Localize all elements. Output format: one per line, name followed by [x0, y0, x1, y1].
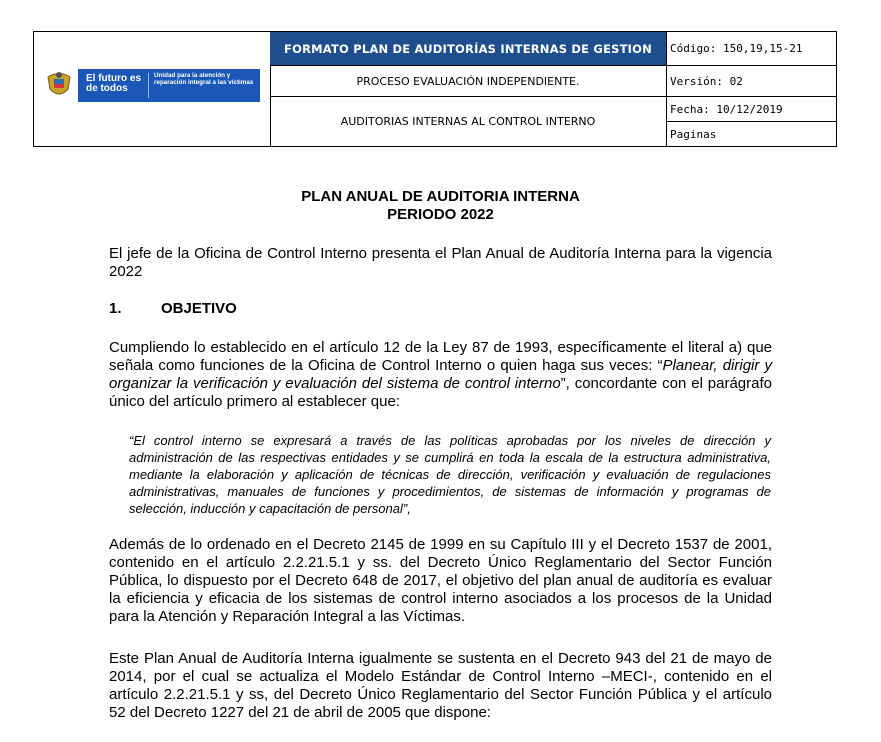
logo-text-unit: Unidad para la atención y reparación integral a las víctimas: [154, 72, 254, 86]
format-title: FORMATO PLAN DE AUDITORÍAS INTERNAS DE GESTION: [270, 32, 667, 66]
decree-paragraph: Además de lo ordenado en el Decreto 2145 de 1999 en su Capítulo III y el Decreto 1537 de 2001, contenido en el artículo 2.2.21.5.1 y ss. del Decreto Único Reglamentario del Sector Función Pública, lo dispuesto por el Decreto 648 de 2017, el objetivo del plan anual de auditoría es evaluar la eficiencia y eficacia de los sistemas de control interno asociados a los procesos de la Unidad para la Atención y Reparación Integral a las Víctimas.: [109, 536, 772, 625]
document-pages: Paginas: [670, 127, 717, 141]
objective-paragraph: [109, 339, 772, 411]
subprocess-name: AUDITORIAS INTERNAS AL CONTROL INTERNO: [270, 97, 667, 146]
document-code: Código: 150,19,15-21: [667, 32, 836, 66]
process-name: PROCESO EVALUACIÓN INDEPENDIENTE.: [270, 66, 667, 97]
logo-banner: [78, 69, 260, 102]
document-date: Fecha: 10/12/2019: [667, 97, 836, 122]
objective-quoted-function: Planear, dirigir y organizar la verificación y evaluación del sistema de control interno: [109, 357, 772, 392]
institution-logo: [40, 69, 256, 102]
document-title: PLAN ANUAL DE AUDITORIA INTERNA: [301, 188, 580, 205]
section-number: 1.: [109, 300, 122, 317]
section-title: OBJETIVO: [161, 300, 237, 317]
objective-text-end: ”, concordante con el parágrafo único del artículo primero al establecer que:: [109, 375, 772, 410]
section-heading: [109, 300, 237, 317]
legal-quote: “El control interno se expresará a través de las políticas aprobadas por los niveles de dirección y administración de las respectivas entidades y se cumplirá en toda la escala de la estructura administrativa, mediante la elaboración y aplicación de técnicas de dirección, verificación y evaluación de regulaciones administrativas, manuales de funciones y procedimientos, de sistemas de información y programas de selección, inducción y capacitación de personal”,: [129, 433, 771, 516]
intro-paragraph: El jefe de la Oficina de Control Interno presenta el Plan Anual de Auditoría Interna para la vigencia 2022: [109, 245, 772, 280]
document-period: PERIODO 2022: [387, 206, 494, 223]
logo-divider: [148, 73, 149, 98]
coat-of-arms-icon: [44, 71, 74, 100]
objective-text-start: Cumpliendo lo establecido en el artículo 12 de la Ley 87 de 1993, específicamente el literal a) que señala como funciones de la Oficina de Control Interno o quien haga sus veces: “: [109, 339, 772, 374]
logo-text-main: El futuro es de todos: [86, 73, 142, 94]
meci-paragraph: Este Plan Anual de Auditoría Interna igualmente se sustenta en el Decreto 943 del 21 de mayo de 2014, por el cual se actualiza el Modelo Estándar de Control Interno –MECI-, contenido en el artículo 2.2.21.5.1 y ss, del Decreto Único Reglamentario del Sector Función Pública y el artículo 52 del Decreto 1227 del 21 de abril de 2005 que dispone:: [109, 650, 772, 721]
document-version: Versión: 02: [667, 66, 836, 97]
document-header-table: [33, 31, 837, 147]
logo-cell: [34, 32, 271, 146]
